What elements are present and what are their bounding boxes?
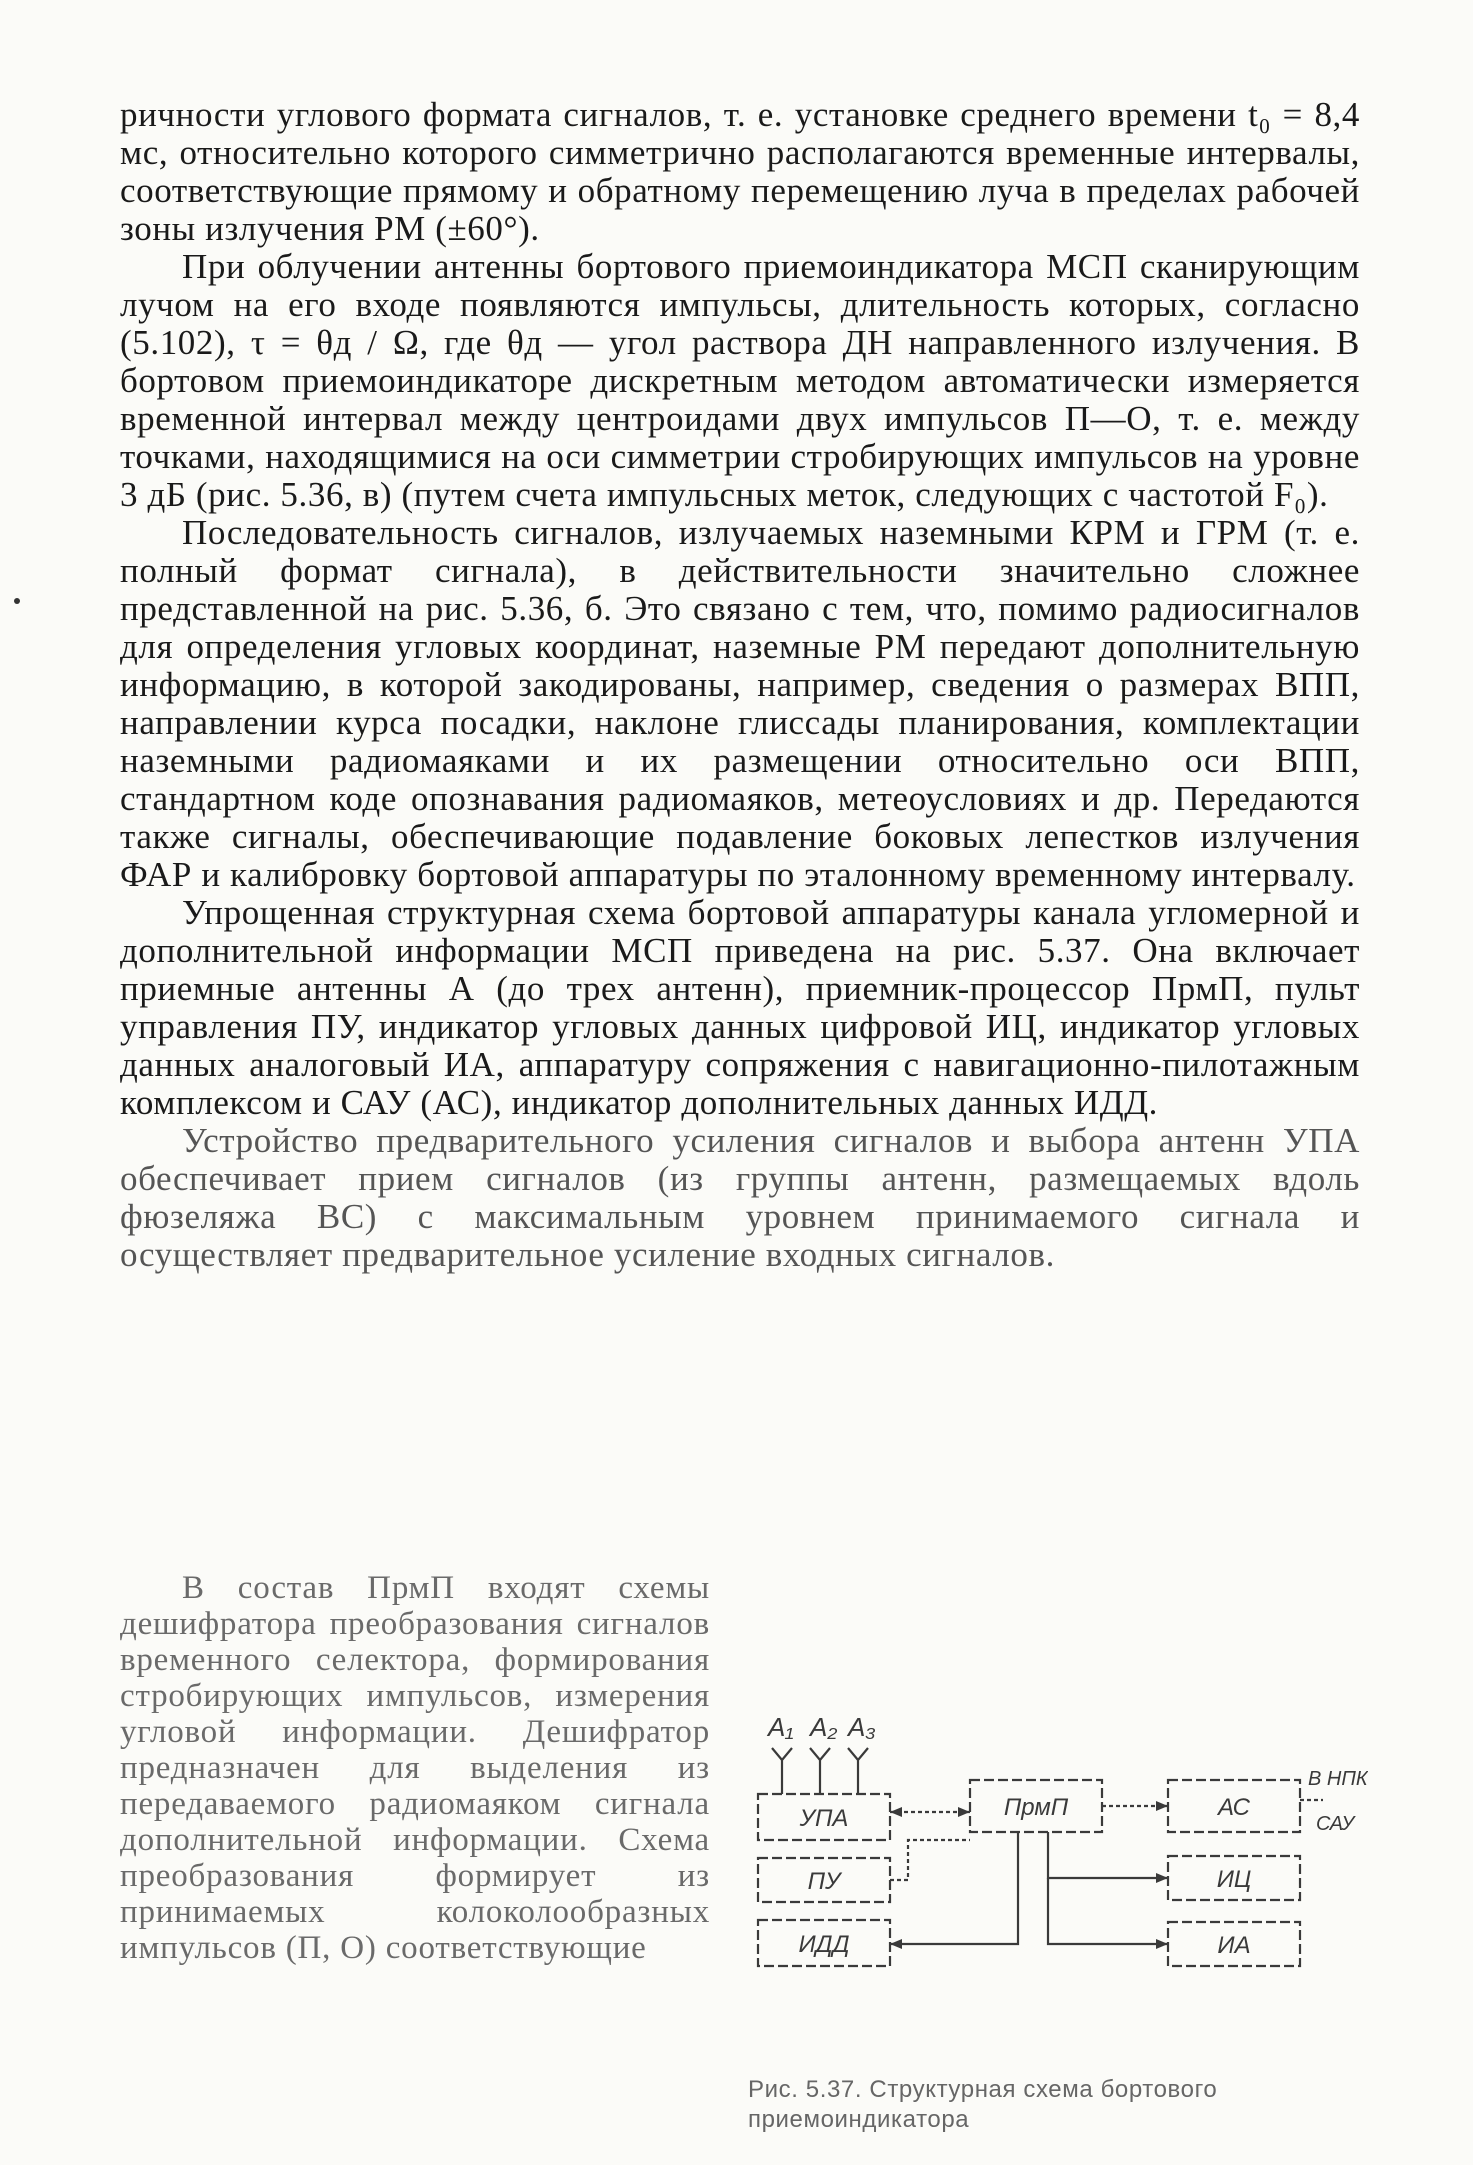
diagram-svg xyxy=(748,1660,1368,2060)
antenna-1-label: A₁ xyxy=(768,1712,794,1742)
paragraph-5: Устройство предварительного усиления сигналов и выбора антенн УПА обеспечивает прием сигналов (из группы антенн, размещаемых вдоль фюзеляжа ВС) с максимальным уровнем принимаемого сигнала и осуществляет предварительное усиление входных сигналов. xyxy=(120,1121,1360,1274)
block-diagram xyxy=(748,1660,1368,2060)
ia-label: ИА xyxy=(1217,1932,1251,1959)
paragraph-1: ричности углового формата сигналов, т. е. установке среднего времени t₀ = 8,4 мс, относительно которого симметрично располагаются временные интервалы, соответствующие прямому и обратному перемещению луча в пределах рабочей зоны излучения РМ (±60°). xyxy=(120,95,1360,248)
ic-label: ИЦ xyxy=(1216,1866,1252,1893)
antenna-2-symbol xyxy=(810,1748,830,1786)
idd-label: ИДД xyxy=(798,1931,850,1958)
output-sau-label: САУ xyxy=(1316,1813,1355,1835)
upa-label: УПА xyxy=(799,1805,849,1832)
paragraph-2: При облучении антенны бортового приемоиндикатора МСП сканирующим лучом на его входе появляются импульсы, длительность которых, согласно (5.102), τ = θд / Ω, где θд — угол раствора ДН направленного излучения. В бортовом приемоиндикаторе дискретным методом автоматически измеряется временной интервал между центроидами двух импульсов П—О, т. е. между точками, находящимися на оси симметрии стробирующих импульсов на уровне 3 дБ (рис. 5.36, в) (путем счета импульсных меток, следующих с частотой F₀). xyxy=(120,247,1360,514)
main-text xyxy=(120,96,1360,1274)
paragraph-4: Упрощенная структурная схема бортовой аппаратуры канала угломерной и дополнительной информации МСП приведена на рис. 5.37. Она включает приемные антенны А (до трех антенн), приемник-процессор ПрмП, пульт управления ПУ, индикатор угловых данных цифровой ИЦ, индикатор угловых данных аналоговый ИА, аппаратуру сопряжения с навигационно-пилотажным комплексом и САУ (АС), индикатор дополнительных данных ИДД. xyxy=(120,893,1360,1122)
antenna-3-label: A₃ xyxy=(848,1712,876,1742)
antenna-1-symbol xyxy=(772,1748,792,1786)
antenna-2-label: A₂ xyxy=(810,1712,838,1742)
pu-label: ПУ xyxy=(807,1868,841,1895)
paragraph-3: Последовательность сигналов, излучаемых наземными КРМ и ГРМ (т. е. полный формат сигнала), в действительности значительно сложнее представленной на рис. 5.36, б. Это связано с тем, что, помимо радиосигналов для определения угловых координат, наземные РМ передают дополнительную информацию, в которой закодированы, например, сведения о размерах ВПП, направлении курса посадки, наклоне глиссады планирования, комплектации наземными радиомаяками и их размещении относительно оси ВПП, стандартном коде опознавания радиомаяков, метеоусловиях и др. Передаются также сигналы, обеспечивающие подавление боковых лепестков излучения ФАР и калибровку бортовой аппаратуры по эталонному временному интервалу. xyxy=(120,513,1360,894)
antenna-3-symbol xyxy=(848,1748,868,1786)
figure-caption: Рис. 5.37. Структурная схема бортового приемоиндикатора xyxy=(748,2076,1218,2133)
output-npk-label: В НПК xyxy=(1308,1768,1368,1790)
page-speck xyxy=(14,598,20,604)
lower-paragraph: В состав ПрмП входят схемы дешифратора преобразования сигналов временного селектора, формирования стробирующих импульсов, измерения угловой информации. Дешифратор предназначен для выделения из передаваемого радиомаяком сигнала дополнительной информации. Схема преобразования формирует из принимаемых колоколообразных импульсов (П, О) соответствующие xyxy=(120,1570,710,1966)
as-label: АС xyxy=(1218,1794,1250,1821)
prmp-label: ПрмП xyxy=(1003,1794,1069,1821)
